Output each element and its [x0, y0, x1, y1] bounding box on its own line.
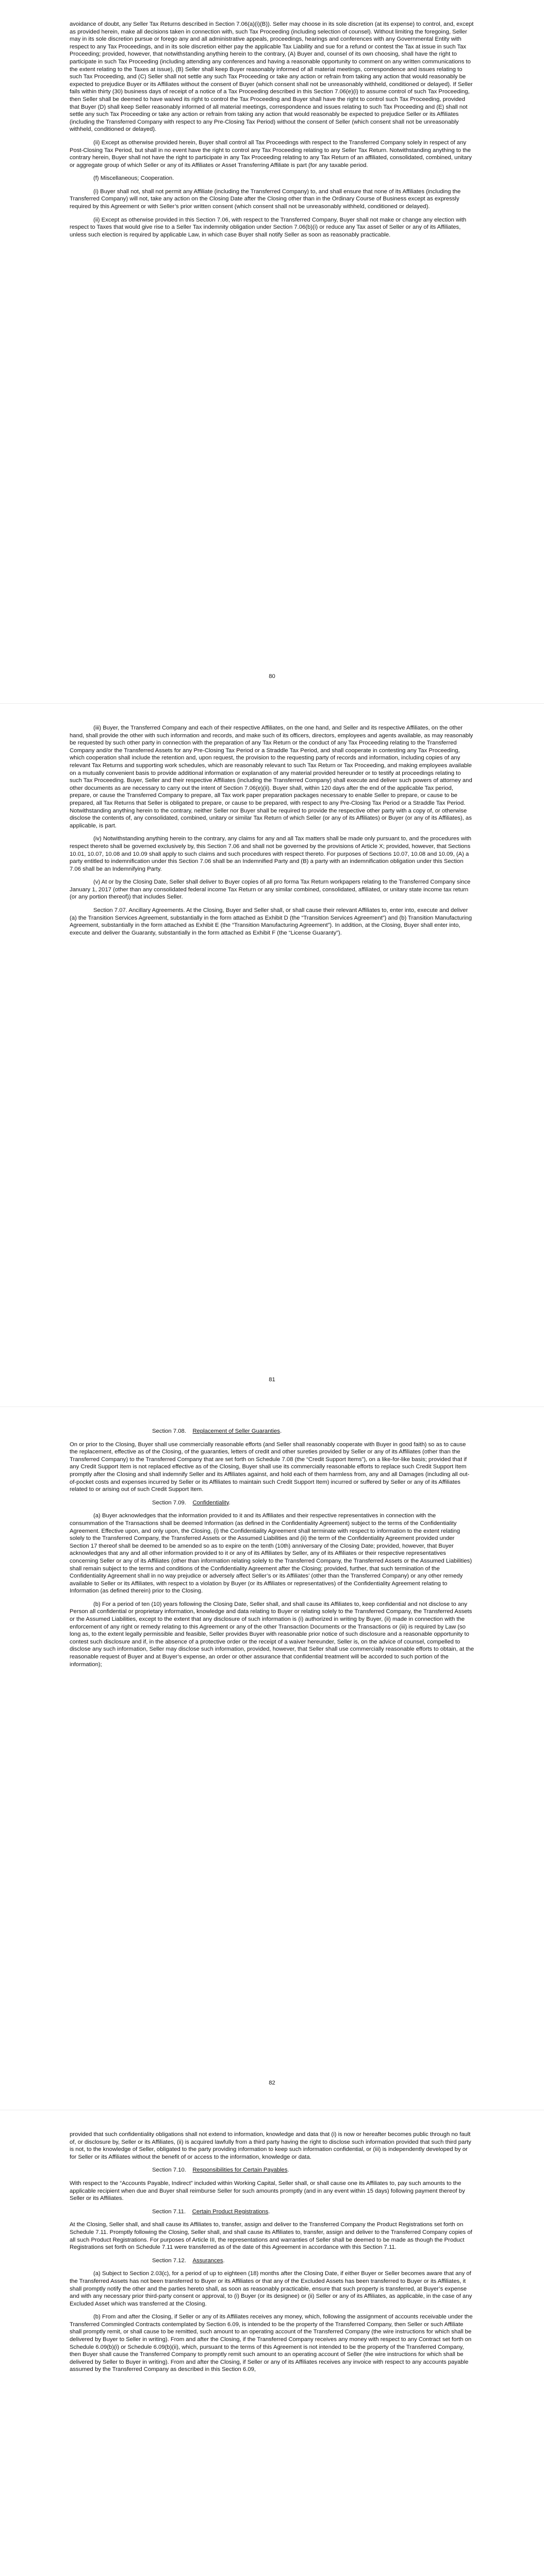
paragraph: On or prior to the Closing, Buyer shall use commercially reasonable efforts (and Seller shall reasonably cooperate with Buyer in good faith) so as to cause the replacement, effective as of the Closing, of the guaranties, letters of credit and other sureties provided by Seller or any of its Affiliates (other than the Transferred Company) to the Transferred Company that are set forth on Schedule 7.08 (the “Credit Support Items”), on a like-for-like basis; provided that if any Credit Support Item is not replaced effective as of the Closing, Buyer shall use its commercially reasonable efforts to replace such Credit Support Item promptly after the Closing and shall indemnify Seller and its Affiliates against, and hold each of them harmless from, any and all Damages (including all out-of-pocket costs and expenses incurred by Seller or its Affiliates to maintain such Credit Support Item) incurred or suffered by Seller or any of its Affiliates related to or arising out of such Credit Support Item.	[70, 1441, 470, 1493]
paragraph: (a) Buyer acknowledges that the information provided to it and its Affiliates and their respective representatives in connection with the consummation of the Transactions shall be deemed Information (as defined in the Confidentiality Agreement) subject to the terms of the Confidentiality Agreement. Effective upon, and only upon, the Closing, (i) the Confidentiality Agreement shall terminate with respect to information to the extent relating solely to the Transferred Company, the Transferred Assets or the Assumed Liabilities and (ii) the term of the Confidentiality Agreement provided under Section 17 thereof shall be deemed to be amended so as to expire on the tenth (10th) anniversary of the Closing Date; provided, however, that Buyer acknowledges that any and all other information provided to it or any of its Affiliates by Seller, any of its Affiliates or their respective representatives concerning Seller or any of its Affiliates (other than information relating solely to the Transferred Company, the Transferred Assets or the Assumed Liabilities) shall remain subject to the terms and conditions of the Confidentiality Agreement after the Closing; provided, further, that such termination of the Confidentiality Agreement shall in no way prejudice or adversely affect Seller’s or its Affiliates’ (other than the Transferred Company) or any other remedy available to Seller or its Affiliates, with respect to a violation by Buyer (or its Affiliates or representatives) of the Confidentiality Agreement relating to Information (as defined therein) prior to the Closing.	[70, 1513, 472, 1595]
paragraph: (ii) Except as otherwise provided in this Section 7.06, with respect to the Transferred Company, Buyer shall not make or change any election with respect to Taxes that would give rise to a Seller Tax indemnity obligation under Section 7.06(b)(i) or reduce any Tax asset of Seller or any of its Affiliates, unless such election is required by applicable Law, in which case Buyer shall notify Seller as soon as reasonably practicable.	[70, 216, 467, 238]
paragraph: (b) From and after the Closing, if Seller or any of its Affiliates receives any money, which, following the assignment of accounts receivable under the Transferred Commingled Contracts contemplated by Section 6.09, is intended to be the property of the Transferred Company, then Seller or such Affiliate shall promptly remit, or shall cause to be remitted, such amount to an operating account of the Transferred Company (the wire instructions for which shall be delivered by Buyer to Seller in writing). From and after the Closing, if the Transferred Company receives any money with respect to any Contract set forth on Schedule 6.09(b)(i) or Schedule 6.09(b)(ii), which, pursuant to the terms of this Agreement is not intended to be the property of the Transferred Company, then Buyer shall cause the Transferred Company to promptly remit such amount to an operating account of Seller (the wire instructions for which shall be delivered by Seller to Buyer in writing). From and after the Closing, if Seller or any of its Affiliates receives any invoice with respect to any accounts payable assumed by the Transferred Company as described in this Section 6.09,	[70, 2314, 473, 2373]
paragraph: (iii) Buyer, the Transferred Company and each of their respective Affiliates, on the one hand, and Seller and its respective Affiliates, on the other hand, shall provide the other with such information and records, and make such of its officers, directors, employees and agents available, as may reasonably be requested by such other party in connection with the preparation of any Tax Return or the conduct of any Tax Proceeding relating to the Transferred Company and/or the Transferred Assets for any Pre-Closing Tax Period or a Straddle Tax Period, and shall cooperate in contesting any Tax Proceeding, which cooperation shall include the retention and, upon request, the provision to the requesting party of records and information, including copies of any relevant Tax Returns and supporting work schedules, which are reasonably relevant to such Tax Return or Tax Proceeding, and making employees available on a mutually convenient basis to provide additional information or explanation of any material provided hereunder or to testify at proceedings relating to such Tax Proceeding. Buyer, Seller and their respective Affiliates (including the Transferred Company) shall execute and deliver such powers of attorney and other documents as are necessary to carry out the intent of Section 7.06(e)(ii). Buyer shall, within 120 days after the end of the applicable Tax period, prepare, or cause the Transferred Company to prepare, all Tax work paper preparation packages necessary to enable Seller to prepare, or cause to be prepared, all Tax Returns that Seller is obligated to prepare, or cause to be prepared, with respect to any Pre-Closing Tax Period or a Straddle Tax Period. Notwithstanding anything herein to the contrary, neither Seller nor Buyer shall be required to provide the respective other party with a copy of, or otherwise disclose the contents of, any consolidated, combined, unitary or similar Tax Return of which Seller (or any of its Affiliates) or Buyer (or any of its Affiliates), as applicable, is part.	[70, 725, 473, 829]
paragraph: (v) At or by the Closing Date, Seller shall deliver to Buyer copies of all pro forma Tax Return workpapers relating to the Transferred Company since January 1, 2017 (other than any consolidated federal income Tax Return or any similar combined, consolidated, affiliated, or unitary state income tax return (or any portion thereof)) that includes Seller.	[70, 879, 471, 901]
section-heading: Section 7.10. Responsibilities for Certain Payables.	[152, 2167, 289, 2174]
paragraph: (ii) Except as otherwise provided herein, Buyer shall control all Tax Proceedings with respect to the Transferred Company solely in respect of any Post-Closing Tax Period, but shall in no event have the right to control any Tax Proceeding relating to any Seller Tax Return. Notwithstanding anything to the contrary herein, Buyer shall not have the right to participate in any Tax Proceeding relating to any Tax Return of an affiliated, consolidated, combined, unitary or aggregate group of which Seller or any of its Affiliates or Asset Transferring Affiliate is part (for any taxable period.	[70, 139, 472, 168]
section-heading: Section 7.09. Confidentiality.	[152, 1499, 230, 1506]
page-83	[0, 2110, 544, 2576]
section-heading: Section 7.12. Assurances.	[152, 2257, 225, 2264]
paragraph: (f) Miscellaneous; Cooperation.	[93, 175, 174, 182]
section-label: Section 7.09.	[152, 1499, 186, 1506]
page-number: 82	[269, 2080, 275, 2086]
section-heading: Section 7.08. Replacement of Seller Guaranties.	[152, 1428, 282, 1434]
section-title: Replacement of Seller Guaranties	[192, 1428, 281, 1434]
section-label: Section 7.08.	[152, 1428, 186, 1434]
section-title: Certain Product Registrations	[192, 2208, 269, 2215]
paragraph: At the Closing, Seller shall, and shall cause its Affiliates to, transfer, assign and deliver to the Transferred Company the Product Registrations set forth on Schedule 7.11. Promptly following the Closing, Seller shall, and shall cause its Affiliates to, transfer, assign and deliver to the Transferred Company copies of all such Product Registrations. For purposes of Article III, the representations and warranties of Seller shall be deemed to be made as though the Product Registrations set forth on Schedule 7.11 were transferred as of the date of this Agreement in accordance with this Section 7.11.	[70, 2222, 472, 2251]
paragraph: (i) Buyer shall not, shall not permit any Affiliate (including the Transferred Company) to, and shall ensure that none of its Affiliates (including the Transferred Company) will not, take any action on the Closing Date after the Closing other than in the Ordinary Course of Business except as expressly required by this Agreement or with Seller’s prior written consent (which consent shall not be unreasonably withheld, conditioned or delayed).	[70, 188, 461, 210]
page-number: 81	[269, 1377, 275, 1383]
page-80	[0, 0, 544, 703]
page-82	[0, 1406, 544, 2110]
paragraph: Section 7.07. Ancillary Agreements. At the Closing, Buyer and Seller shall, or shall cause their relevant Affiliates to, enter into, execute and deliver (a) the Transition Services Agreement, substantially in the form attached as Exhibit D (the “Transition Services Agreement”) and (b) Transition Manufacturing Agreement, substantially in the form attached as Exhibit E (the “Transition Manufacturing Agreement”). In addition, at the Closing, Buyer shall enter into, execute and deliver the Guaranty, substantially in the form attached as Exhibit F (the “License Guaranty”).	[70, 907, 472, 936]
paragraph: provided that such confidentiality obligations shall not extend to information, knowledge and data that (i) is now or hereafter becomes public through no fault of, or disclosure by, Seller or its Affiliates, (ii) is acquired lawfully from a third party having the right to disclose such information provided that such third party is not, to the knowledge of Seller, obligated to the party providing information to keep such information confidential, or (iii) is independently developed by or for Seller or its Affiliates without the benefit of or access to the information, knowledge or data.	[70, 2131, 471, 2160]
page-number: 80	[269, 673, 275, 680]
section-label: Section 7.12.	[152, 2257, 186, 2264]
paragraph: (iv) Notwithstanding anything herein to the contrary, any claims for any and all Tax matters shall be made only pursuant to, and the procedures with respect thereto shall be governed exclusively by, this Section 7.06 and shall not be governed by the provisions of Article X; provided, however, that Sections 10.01, 10.07, 10.08 and 10.09 shall apply to such claims and such procedures with respect thereto. For purposes of Sections 10.07, 10.08 and 10.09, (A) a party entitled to indemnification under this Section 7.06 shall be an Indemnified Party and (B) a party with an indemnification obligation under this Section 7.06 shall be an Indemnifying Party.	[70, 836, 472, 872]
section-label: Section 7.10.	[152, 2167, 186, 2174]
paragraph: (b) For a period of ten (10) years following the Closing Date, Seller shall, and shall cause its Affiliates to, keep confidential and not disclose to any Person all confidential or proprietary information, knowledge and data relating to Buyer or relating solely to the Transferred Company, the Transferred Assets or the Assumed Liabilities, except to the extent that any disclosure of such information is (i) authorized in writing by Buyer, (ii) made in connection with the enforcement of any right or remedy relating to this Agreement or any of the other Transaction Documents or the Transactions or (iii) is required by Law (so long as, to the extent legally permissible and feasible, Seller provides Buyer with reasonable prior notice of such disclosure and a reasonable opportunity to contest such disclosure and if, in the absence of a protective order or the receipt of a waiver hereunder, Seller is, on the advice of counsel, compelled to disclose any such information, Seller may disclose such information, provided, however, that Seller shall use commercially reasonable efforts to obtain, at the reasonable request of Buyer and at Buyer’s expense, an order or other assurance that confidential treatment will be accorded to such portion of the information);	[70, 1601, 474, 1668]
section-title: Confidentiality	[192, 1499, 229, 1506]
section-heading: Section 7.11. Certain Product Registrations.	[152, 2208, 270, 2215]
paragraph: avoidance of doubt, any Seller Tax Returns described in Section 7.06(a)(i)(B)). Seller may choose in its sole discretion (at its expense) to control, and, except as provided herein, make all decisions taken in connection with, such Tax Proceeding (including selection of counsel). Without limiting the foregoing, Seller may in its sole discretion pursue or forego any and all administrative appeals, proceedings, hearings and conferences with any Governmental Entity with respect to any Tax Proceedings, and in its sole discretion either pay the applicable Tax Liability and sue for a refund or contest the Tax at issue in such Tax Proceeding; provided, however, that notwithstanding anything herein to the contrary, (A) Buyer and, counsel of its own choosing, shall have the right to participate in such Tax Proceeding (including attending any conferences and having a reasonable opportunity to comment on any written communications to the extent relating to the Taxes at issue), (B) Seller shall keep Buyer reasonably informed of all material meetings, correspondence and issues relating to such Tax Proceeding, and (C) Seller shall not settle any such Tax Proceeding or take any action or refrain from taking any action that would reasonably be expected to prejudice Buyer or its Affiliates without the consent of Buyer (which consent shall not be unreasonably withheld, conditioned or delayed). If Seller fails within thirty (30) business days of receipt of a notice of a Tax Proceeding described in this Section 7.06(e)(i) to assume control of such Tax Proceeding, then Seller shall be deemed to have waived its right to control the Tax Proceeding and Buyer shall have the right to control such Tax Proceeding, provided that Buyer (D) shall keep Seller reasonably informed of all material meetings, correspondence and issues relating to such Tax Proceeding and (E) shall not settle any such Tax Proceeding or take any action or refrain from taking any action that would reasonably be expected to prejudice Seller or its Affiliates (including the Transferred Company with respect to any Pre-Closing Tax Period) without the consent of Seller (which consent shall not be unreasonably withheld, conditioned or delayed).	[70, 21, 474, 133]
paragraph: (a) Subject to Section 2.03(c), for a period of up to eighteen (18) months after the Closing Date, if either Buyer or Seller becomes aware that any of the Transferred Assets has not been transferred to Buyer or its Affiliates or that any of the Excluded Assets has been transferred to Buyer or its Affiliates, it shall promptly notify the other and the parties hereto shall, as soon as reasonably practicable, ensure that such property is transferred, at Buyer’s expense and with any necessary prior third-party consent or approval, to (i) Buyer (or its designee) or (ii) Seller or any of its Affiliates, as applicable, in the case of any Excluded Asset which was transferred at the Closing.	[70, 2270, 472, 2307]
page-81	[0, 703, 544, 1406]
paragraph: With respect to the “Accounts Payable, Indirect” included within Working Capital, Seller shall, or shall cause one its Affiliates to, pay such amounts to the applicable recipient when due and Buyer shall reimburse Seller for such amounts promptly (and in any event within 15 days) following payment thereof by Seller or its Affiliates.	[70, 2180, 465, 2202]
section-label: Section 7.11.	[152, 2208, 186, 2215]
section-title: Assurances	[192, 2257, 223, 2264]
section-title: Responsibilities for Certain Payables	[192, 2167, 288, 2174]
